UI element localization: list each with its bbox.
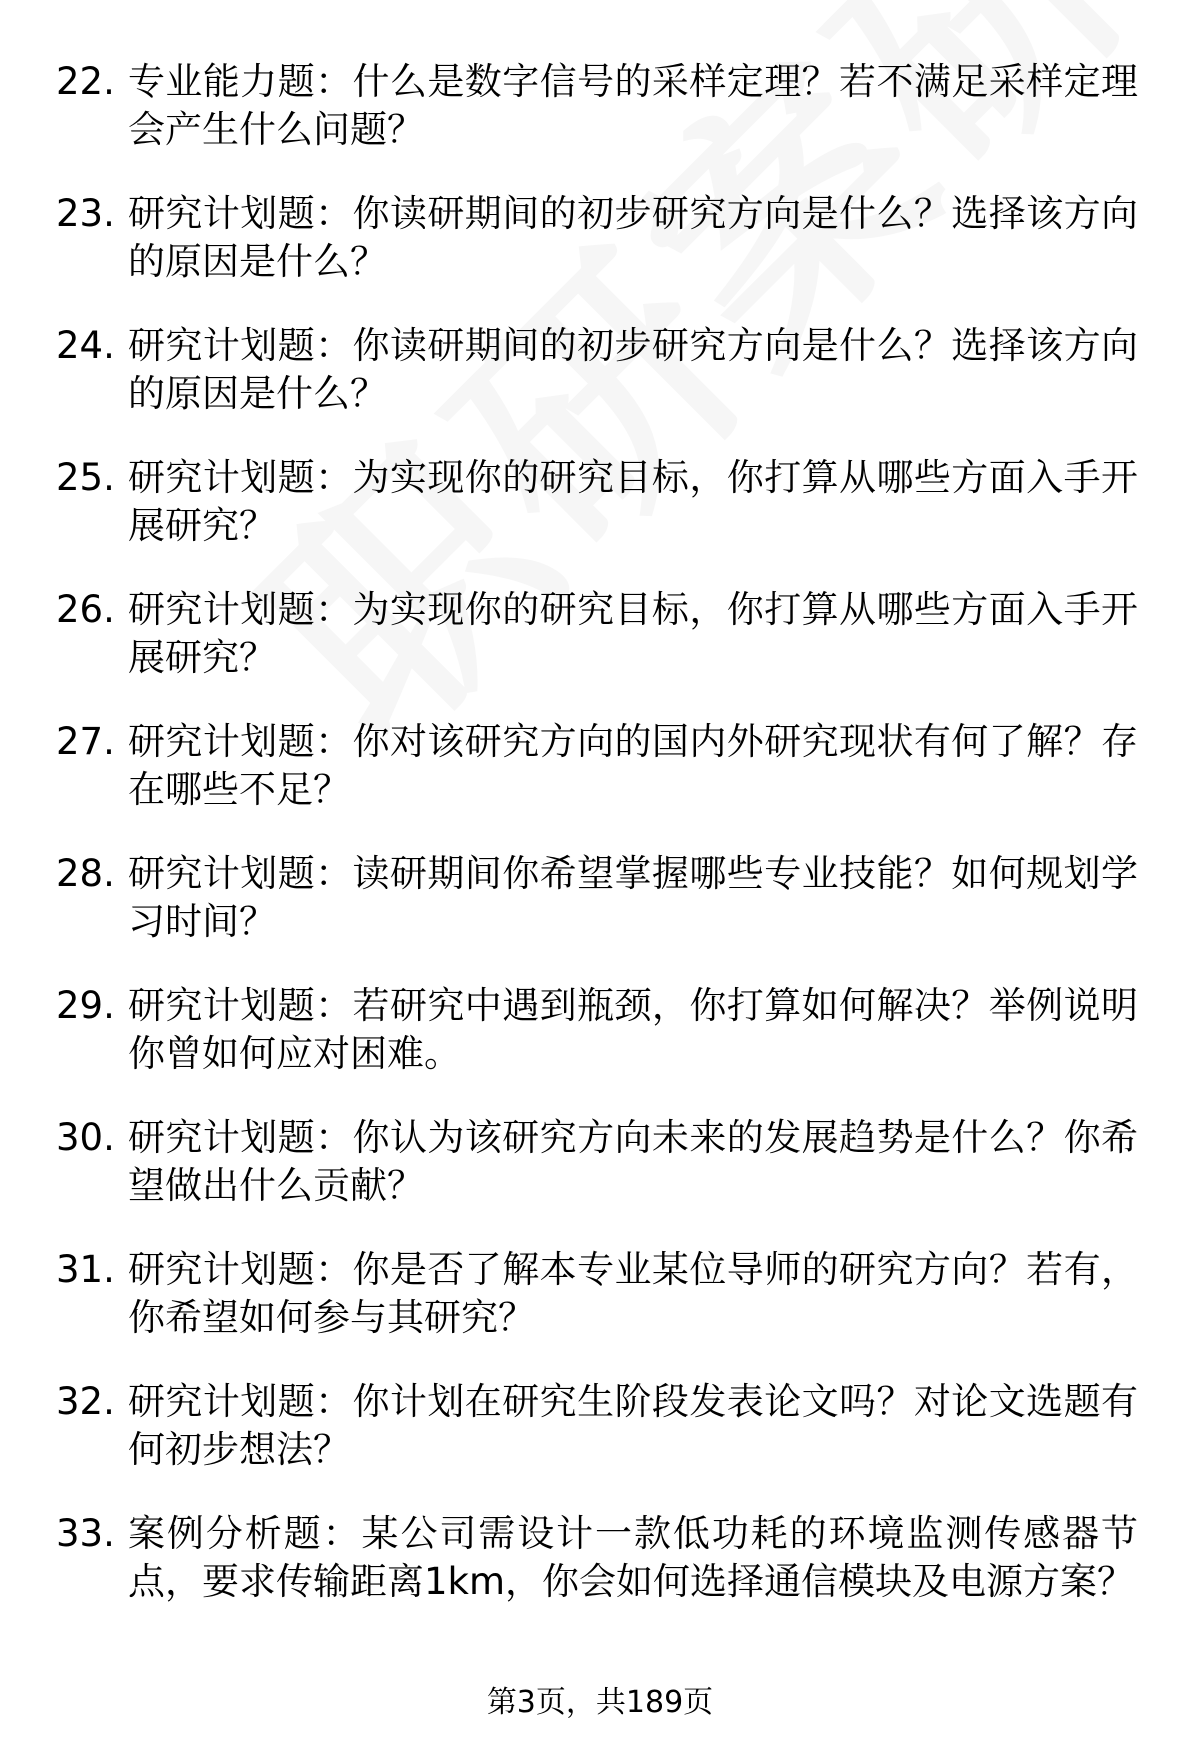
question-number: 26. — [56, 588, 115, 631]
question-text: 研究计划题：为实现你的研究目标，你打算从哪些方面入手开展研究？ — [128, 588, 1138, 679]
question-item — [0, 982, 1200, 1114]
question-number: 30. — [56, 1116, 115, 1159]
question-number: 22. — [56, 60, 115, 103]
question-item — [0, 1378, 1200, 1510]
question-item — [0, 718, 1200, 850]
page-footer: 第3页，共189页 — [486, 1685, 714, 1720]
question-text: 专业能力题：什么是数字信号的采样定理？若不满足采样定理会产生什么问题？ — [128, 60, 1138, 151]
question-item — [0, 322, 1200, 454]
question-item — [0, 1246, 1200, 1378]
question-number: 27. — [56, 720, 115, 763]
question-item — [0, 1114, 1200, 1246]
question-item — [0, 190, 1200, 322]
question-item — [0, 58, 1200, 190]
question-number: 33. — [56, 1512, 115, 1555]
question-number: 25. — [56, 456, 115, 499]
question-number: 32. — [56, 1380, 115, 1423]
question-number: 29. — [56, 984, 115, 1027]
question-item — [0, 850, 1200, 982]
question-text: 研究计划题：你计划在研究生阶段发表论文吗？对论文选题有何初步想法？ — [128, 1380, 1138, 1471]
question-item — [0, 586, 1200, 718]
question-text: 研究计划题：读研期间你希望掌握哪些专业技能？如何规划学习时间？ — [128, 852, 1138, 943]
question-text: 研究计划题：你对该研究方向的国内外研究现状有何了解？存在哪些不足？ — [128, 720, 1138, 811]
question-item — [0, 1510, 1200, 1642]
question-number: 28. — [56, 852, 115, 895]
question-text: 研究计划题：为实现你的研究目标，你打算从哪些方面入手开展研究？ — [128, 456, 1138, 547]
question-text: 研究计划题：若研究中遇到瓶颈，你打算如何解决？举例说明你曾如何应对困难。 — [128, 984, 1138, 1075]
question-text: 案例分析题：某公司需设计一款低功耗的环境监测传感器节点，要求传输距离1km，你会如何选择通信模块及电源方案？ — [128, 1512, 1138, 1603]
question-number: 23. — [56, 192, 115, 235]
question-number: 24. — [56, 324, 115, 367]
question-text: 研究计划题：你认为该研究方向未来的发展趋势是什么？你希望做出什么贡献？ — [128, 1116, 1138, 1207]
question-text: 研究计划题：你读研期间的初步研究方向是什么？选择该方向的原因是什么？ — [128, 324, 1138, 415]
question-text: 研究计划题：你是否了解本专业某位导师的研究方向？若有，你希望如何参与其研究？ — [128, 1248, 1138, 1339]
question-item — [0, 454, 1200, 586]
question-number: 31. — [56, 1248, 115, 1291]
question-text: 研究计划题：你读研期间的初步研究方向是什么？选择该方向的原因是什么？ — [128, 192, 1138, 283]
question-list — [0, 58, 1200, 1642]
